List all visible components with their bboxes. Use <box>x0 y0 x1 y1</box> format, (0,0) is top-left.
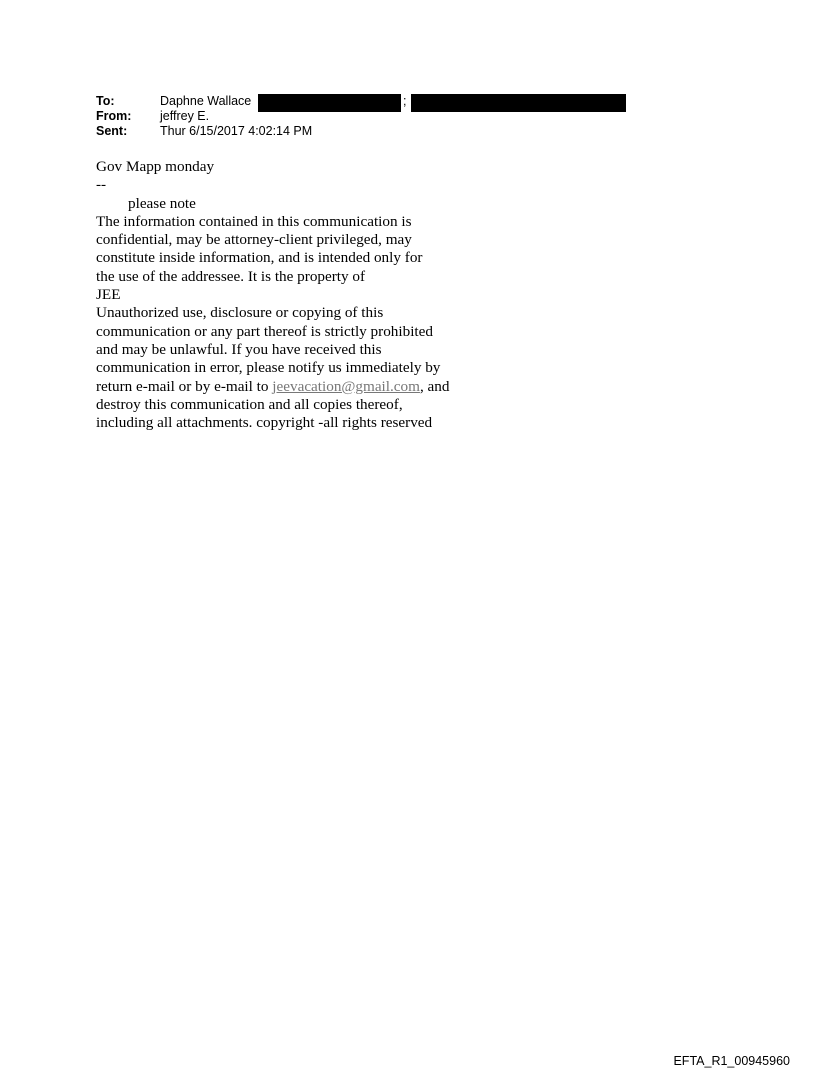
disclaimer-line: including all attachments. copyright -all rights reserved <box>96 414 433 432</box>
to-label: To: <box>96 94 115 108</box>
disclaimer-line: JEE <box>96 286 121 304</box>
return-prefix: return e-mail or by e-mail to <box>96 377 273 395</box>
disclaimer-line <box>96 378 516 396</box>
redaction-block <box>258 94 401 112</box>
return-suffix: , and <box>419 377 450 395</box>
email-body <box>96 158 516 432</box>
signature-dashes: -- <box>96 176 107 194</box>
recipient-separator: ; <box>403 94 407 108</box>
redaction-block <box>411 94 626 112</box>
from-value: jeffrey E. <box>160 109 210 123</box>
disclaimer-line: The information contained in this communication is <box>96 212 412 230</box>
disclaimer-line: communication or any part thereof is strictly prohibited <box>96 322 433 340</box>
disclaimer-line: and may be unlawful. If you have received this <box>96 340 382 358</box>
from-label: From: <box>96 109 132 123</box>
to-value: Daphne Wallace <box>160 94 252 108</box>
disclaimer-line: communication in error, please notify us immediately by <box>96 359 441 377</box>
sent-value: Thur 6/15/2017 4:02:14 PM <box>160 124 313 138</box>
disclaimer-line: destroy this communication and all copies thereof, <box>96 395 403 413</box>
message-text: Gov Mapp monday <box>96 158 215 175</box>
sent-label: Sent: <box>96 124 128 138</box>
disclaimer-line: confidential, may be attorney-client privileged, may <box>96 231 412 249</box>
disclaimer-line: the use of the addressee. It is the property of <box>96 267 366 285</box>
bates-number: EFTA_R1_00945960 <box>673 1054 790 1068</box>
please-note: please note <box>128 194 196 212</box>
email-link[interactable]: jeevacation@gmail.com <box>272 377 420 395</box>
disclaimer-line: constitute inside information, and is intended only for <box>96 249 423 267</box>
disclaimer-line: Unauthorized use, disclosure or copying of this <box>96 304 384 322</box>
